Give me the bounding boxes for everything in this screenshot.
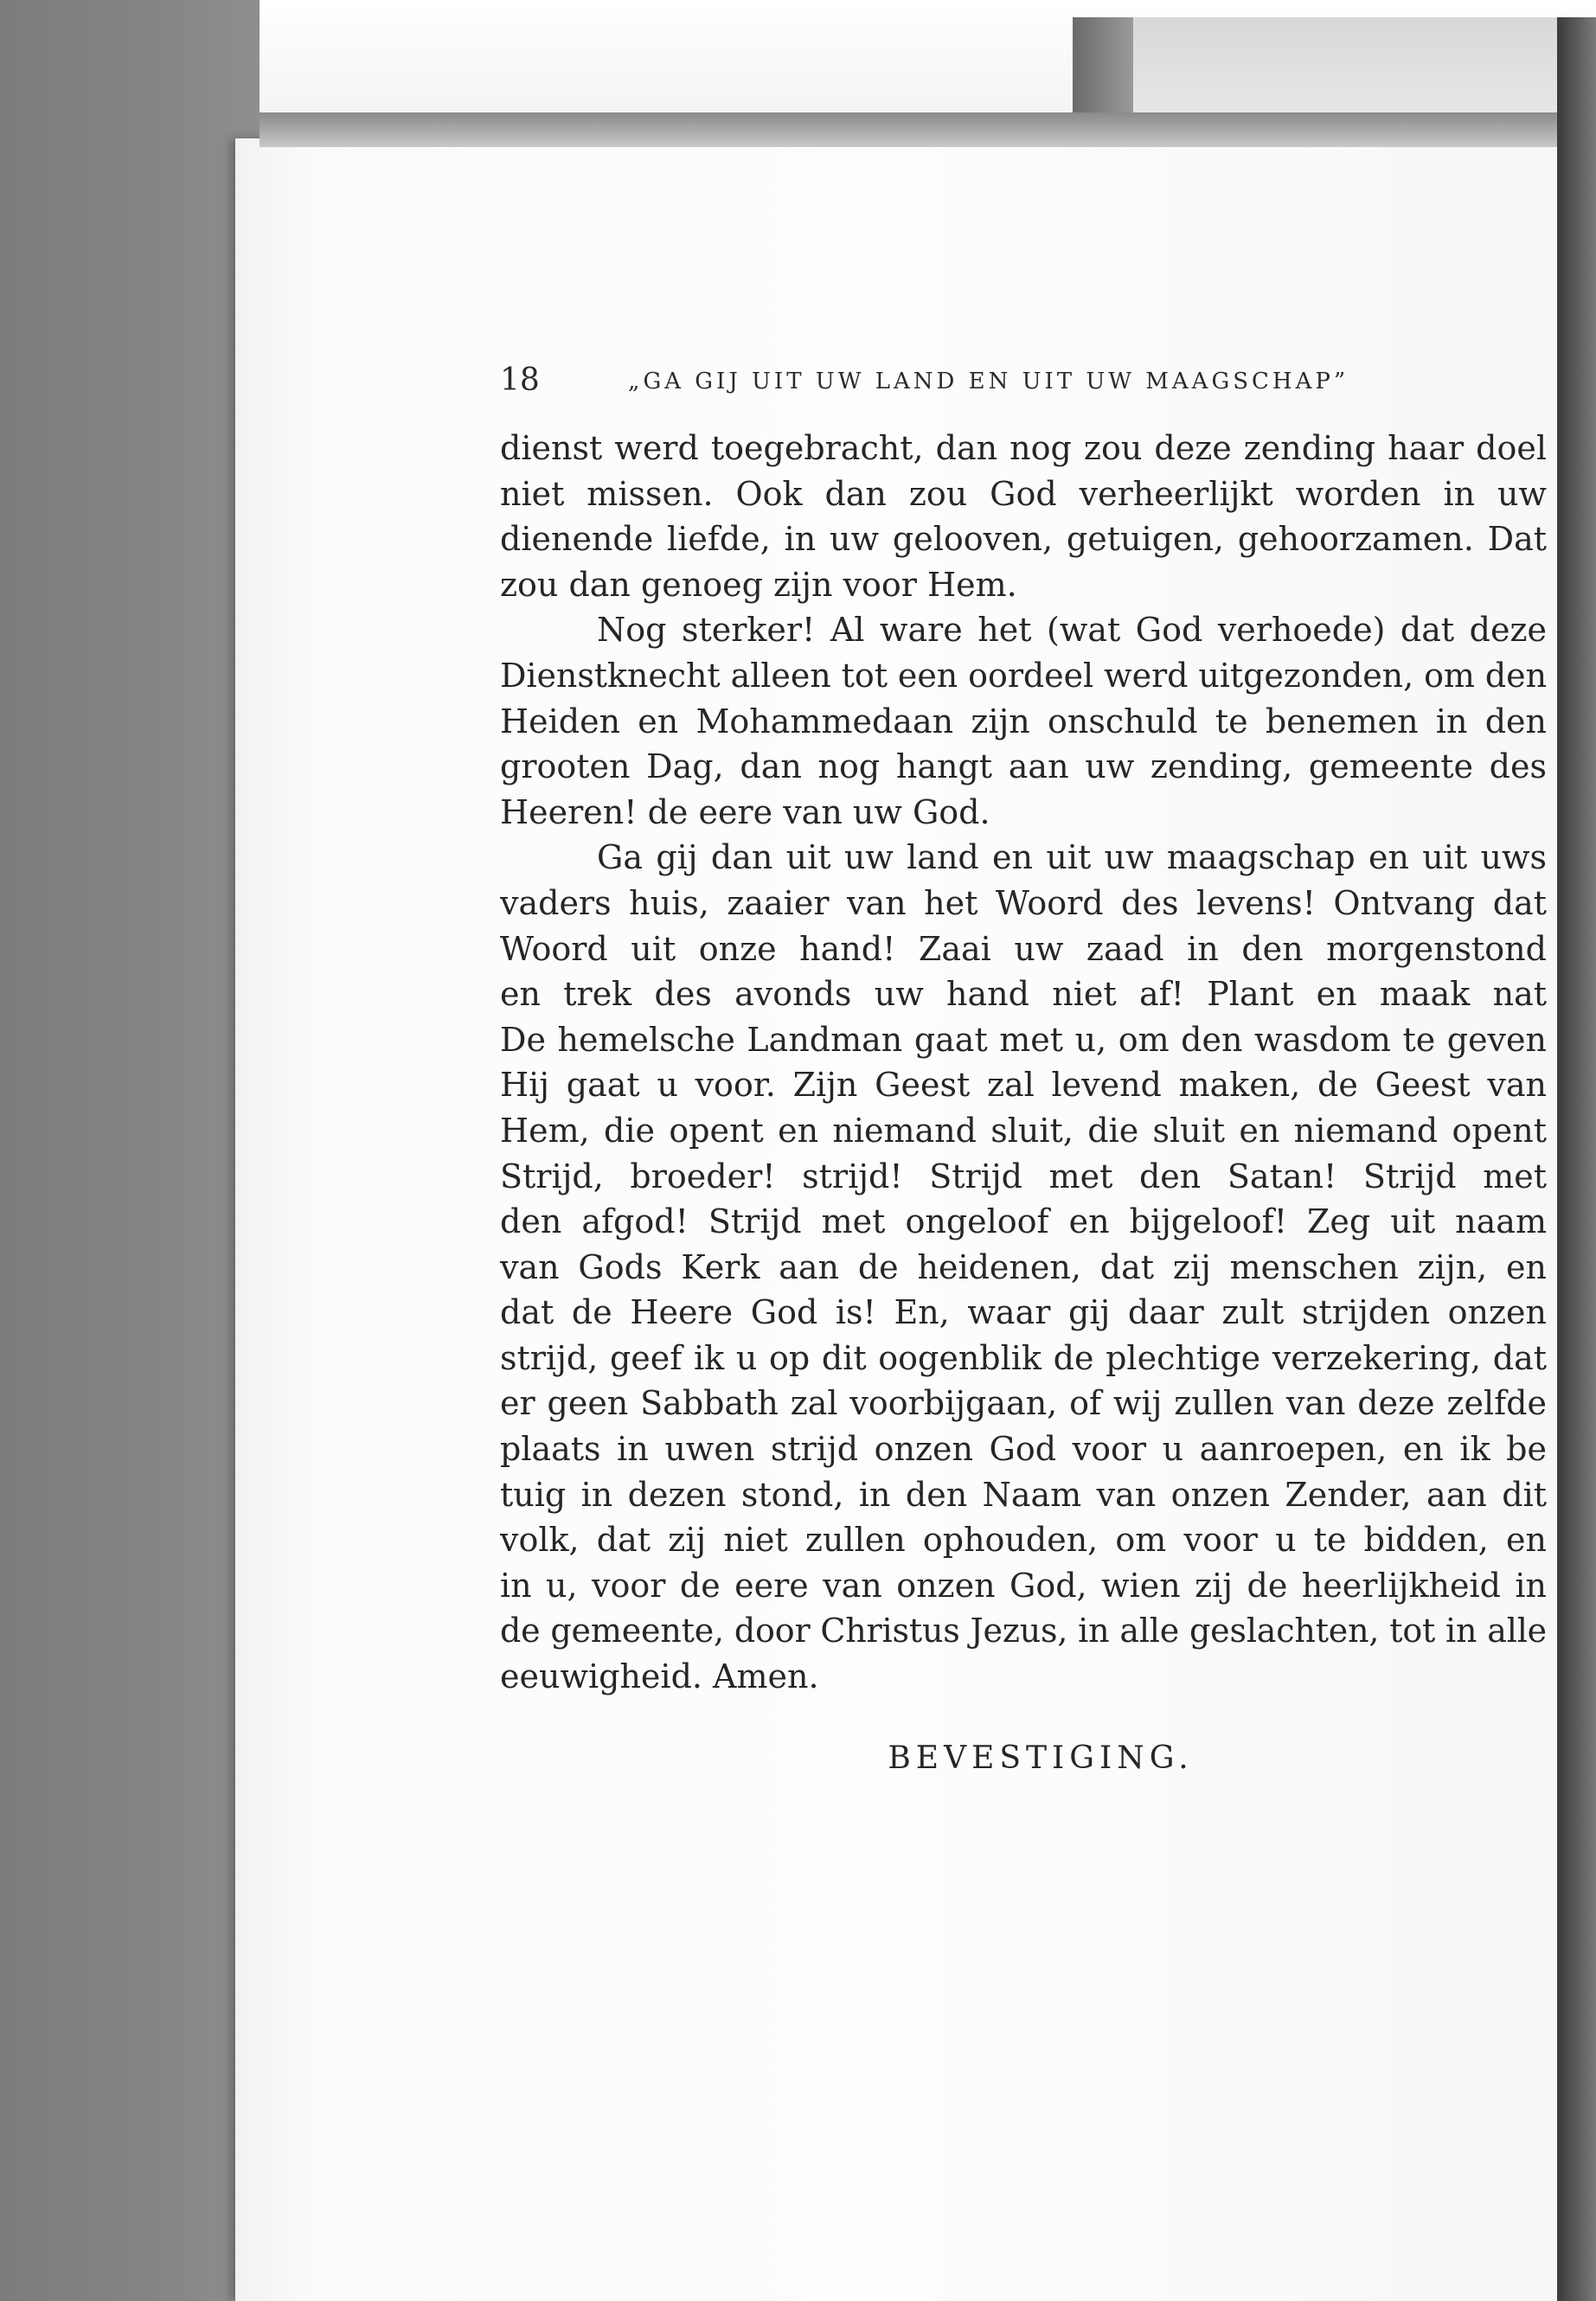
text-line: Hij gaat u voor. Zijn Geest zal levend maken, de Geest van: [500, 1066, 1547, 1105]
text-line: Heeren! de eere van uw God.: [500, 792, 990, 831]
text-line: en trek des avonds uw hand niet af! Plant en maak nat: [500, 975, 1547, 1014]
text-line: grooten Dag, dan nog hangt aan uw zending, gemeente des: [500, 747, 1547, 786]
page-number: 18: [500, 362, 540, 398]
text-line: Hem, die opent en niemand sluit, die sluit en niemand opent: [500, 1111, 1547, 1150]
scan-left-background: [0, 0, 260, 2301]
text-line: niet missen. Ook dan zou God verheerlijkt worden in uw: [500, 474, 1547, 513]
scan-right-edge: [1557, 17, 1596, 2301]
text-line: Dienstknecht alleen tot een oordeel werd uitgezonden, om den: [500, 656, 1547, 695]
text-line: Strijd, broeder! strijd! Strijd met den Satan! Strijd met: [500, 1157, 1547, 1195]
text-line: eeuwigheid. Amen.: [500, 1657, 819, 1696]
text-line: Woord uit onze hand! Zaai uw zaad in den morgenstond: [500, 929, 1547, 968]
text-line: dienst werd toegebracht, dan nog zou deze zending haar doel: [500, 429, 1547, 467]
text-line: Heiden en Mohammedaan zijn onschuld te benemen in den: [500, 702, 1547, 740]
scan-top-edge: [260, 112, 1557, 147]
text-line: de gemeente, door Christus Jezus, in alle geslachten, tot in alle: [500, 1612, 1547, 1650]
text-line: plaats in uwen strijd onzen God voor u aanroepen, en ik be: [500, 1430, 1547, 1469]
text-line: den afgod! Strijd met ongeloof en bijgeloof! Zeg uit naam: [500, 1202, 1547, 1241]
text-line: van Gods Kerk aan de heidenen, dat zij menschen zijn, en: [500, 1247, 1547, 1286]
text-line: dienende liefde, in uw gelooven, getuigen, gehoorzamen. Dat: [500, 520, 1547, 559]
text-line: De hemelsche Landman gaat met u, om den wasdom te geven: [500, 1020, 1547, 1059]
text-line: Ga gij dan uit uw land en uit uw maagschap en uit uws: [597, 838, 1547, 877]
text-line: strijd, geef ik u op dit oogenblik de plechtige verzekering, dat: [500, 1338, 1547, 1377]
text-line: er geen Sabbath zal voorbijgaan, of wij zullen van deze zelfde: [500, 1384, 1547, 1423]
text-line: tuig in dezen stond, in den Naam van onzen Zender, aan dit: [500, 1475, 1547, 1514]
text-line: volk, dat zij niet zullen ophouden, om voor u te bidden, en: [500, 1521, 1547, 1560]
body-text: [500, 426, 1547, 1700]
text-line: zou dan genoeg zijn voor Hem.: [500, 565, 1017, 604]
page-header: [500, 359, 1538, 402]
text-line: in u, voor de eere van onzen God, wien zij de heerlijkheid in: [500, 1566, 1547, 1605]
section-heading: BEVESTIGING.: [888, 1740, 1194, 1776]
text-line: vaders huis, zaaier van het Woord des levens! Ontvang dat: [500, 883, 1547, 922]
running-title: „GA GIJ UIT UW LAND EN UIT UW MAAGSCHAP”: [628, 369, 1349, 394]
text-line: Nog sterker! Al ware het (wat God verhoede) dat deze: [597, 611, 1547, 650]
text-line: dat de Heere God is! En, waar gij daar zult strijden onzen: [500, 1293, 1547, 1332]
